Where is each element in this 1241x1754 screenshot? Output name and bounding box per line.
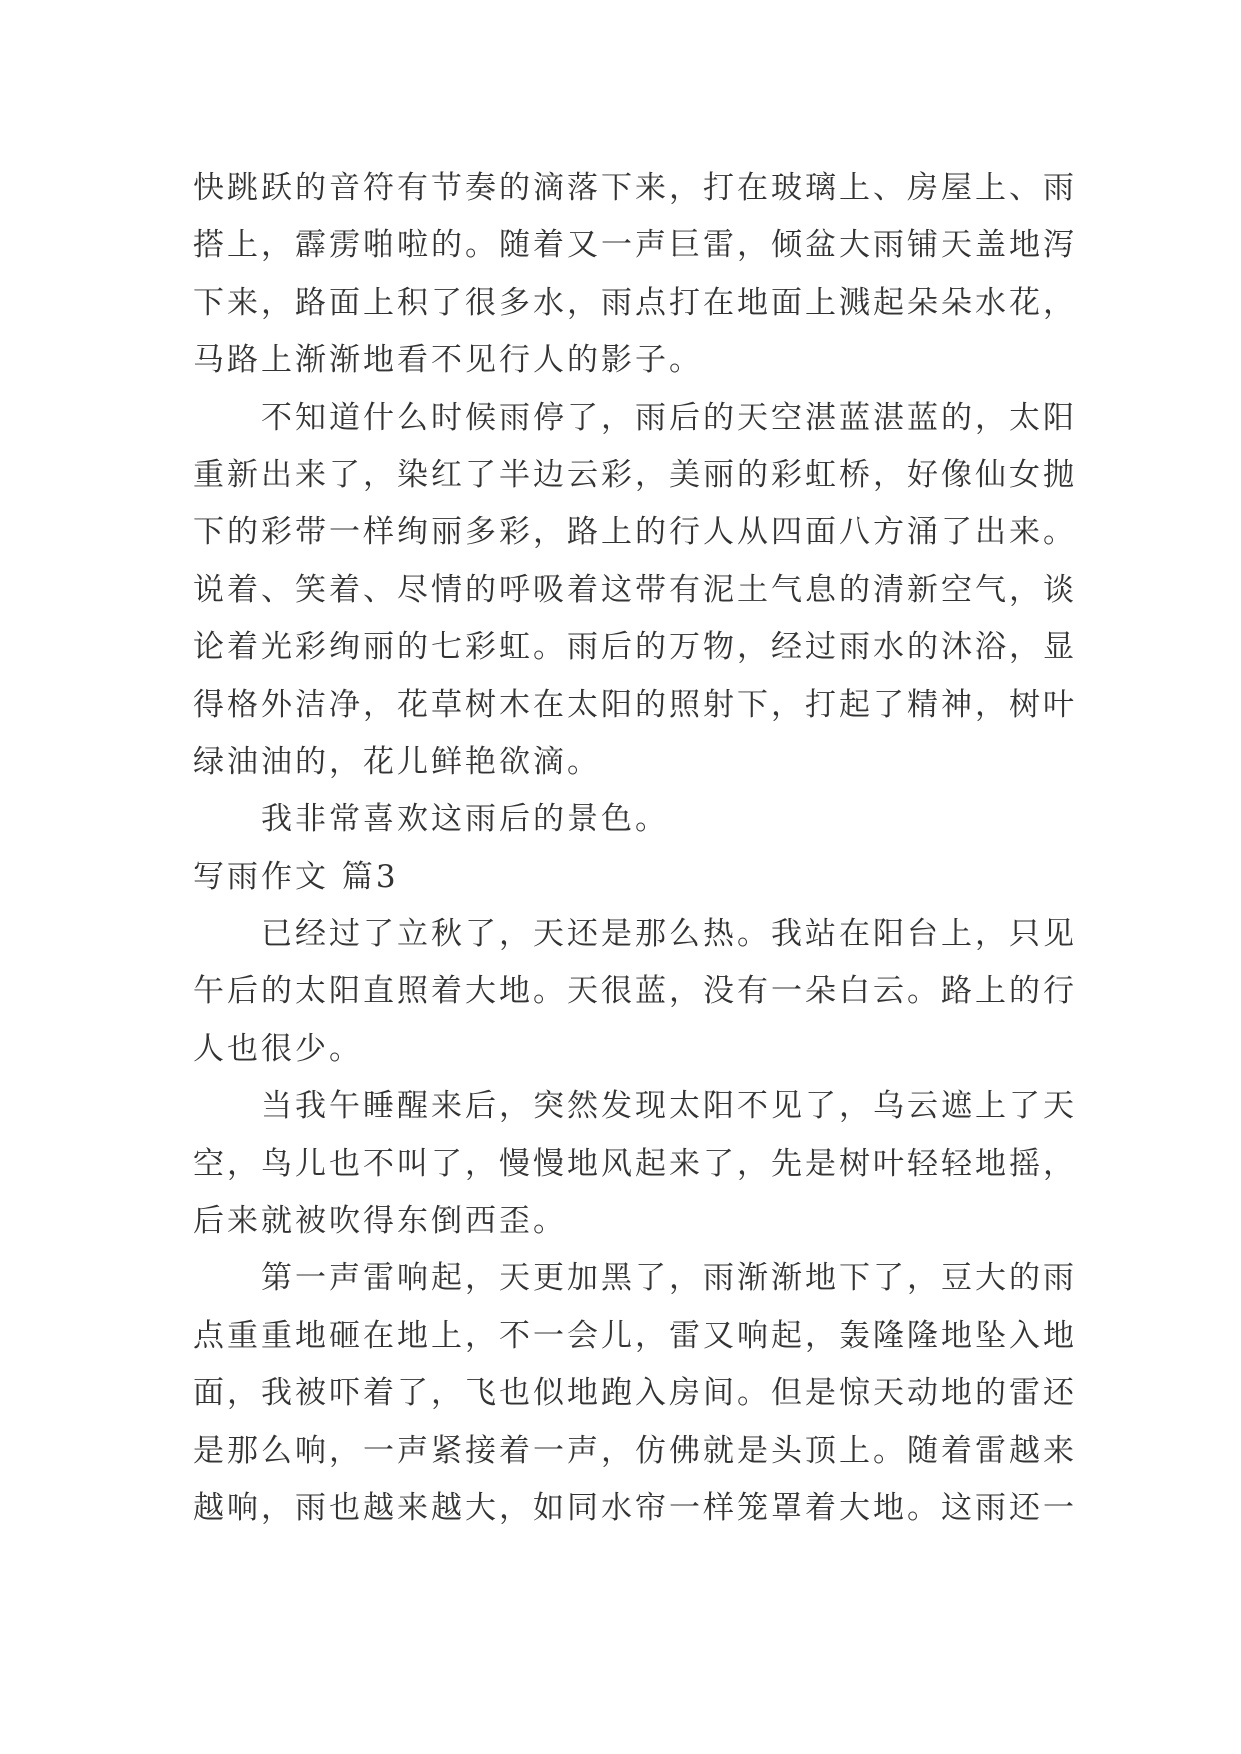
section-heading: 写雨作文 篇3 (193, 858, 399, 895)
document-body (193, 160, 1093, 1537)
text-line: 午后的太阳直照着大地。天很蓝，没有一朵白云。路上的行 (193, 973, 1077, 1010)
text-line: 后来就被吹得东倒西歪。 (193, 1203, 567, 1240)
text-line: 点重重地砸在地上，不一会儿，雷又响起，轰隆隆地坠入地 (193, 1317, 1077, 1354)
paragraph-start-line: 已经过了立秋了，天还是那么热。我站在阳台上，只见 (261, 916, 1077, 953)
paragraph-start-line: 当我午睡醒来后，突然发现太阳不见了，乌云遮上了天 (261, 1088, 1077, 1125)
paragraph-start-line: 不知道什么时候雨停了，雨后的天空湛蓝湛蓝的，太阳 (261, 399, 1077, 436)
paragraph-start-line: 第一声雷响起，天更加黑了，雨渐渐地下了，豆大的雨 (261, 1260, 1077, 1297)
text-line: 说着、笑着、尽情的呼吸着这带有泥土气息的清新空气，谈 (193, 571, 1077, 608)
text-line: 是那么响，一声紧接着一声，仿佛就是头顶上。随着雷越来 (193, 1432, 1077, 1469)
text-line: 马路上渐渐地看不见行人的影子。 (193, 342, 703, 379)
text-line: 搭上，霹雳啪啦的。随着又一声巨雷，倾盆大雨铺天盖地泻 (193, 227, 1077, 264)
text-line: 快跳跃的音符有节奏的滴落下来，打在玻璃上、房屋上、雨 (193, 170, 1077, 206)
text-line: 论着光彩绚丽的七彩虹。雨后的万物，经过雨水的沐浴，显 (193, 629, 1077, 666)
text-line: 人也很少。 (193, 1030, 363, 1067)
text-line: 下的彩带一样绚丽多彩，路上的行人从四面八方涌了出来。 (193, 514, 1077, 551)
text-line: 面，我被吓着了，飞也似地跑入房间。但是惊天动地的雷还 (193, 1375, 1077, 1412)
text-line: 绿油油的，花儿鲜艳欲滴。 (193, 743, 601, 780)
text-line: 得格外洁净，花草树木在太阳的照射下，打起了精神，树叶 (193, 686, 1077, 723)
text-line: 下来，路面上积了很多水，雨点打在地面上溅起朵朵水花， (193, 284, 1077, 321)
text-line: 越响，雨也越来越大，如同水帘一样笼罩着大地。这雨还一 (193, 1489, 1077, 1526)
text-line: 空，鸟儿也不叫了，慢慢地风起来了，先是树叶轻轻地摇， (193, 1145, 1077, 1182)
paragraph-start-line: 我非常喜欢这雨后的景色。 (261, 801, 669, 838)
text-line: 重新出来了，染红了半边云彩，美丽的彩虹桥，好像仙女抛 (193, 456, 1077, 493)
